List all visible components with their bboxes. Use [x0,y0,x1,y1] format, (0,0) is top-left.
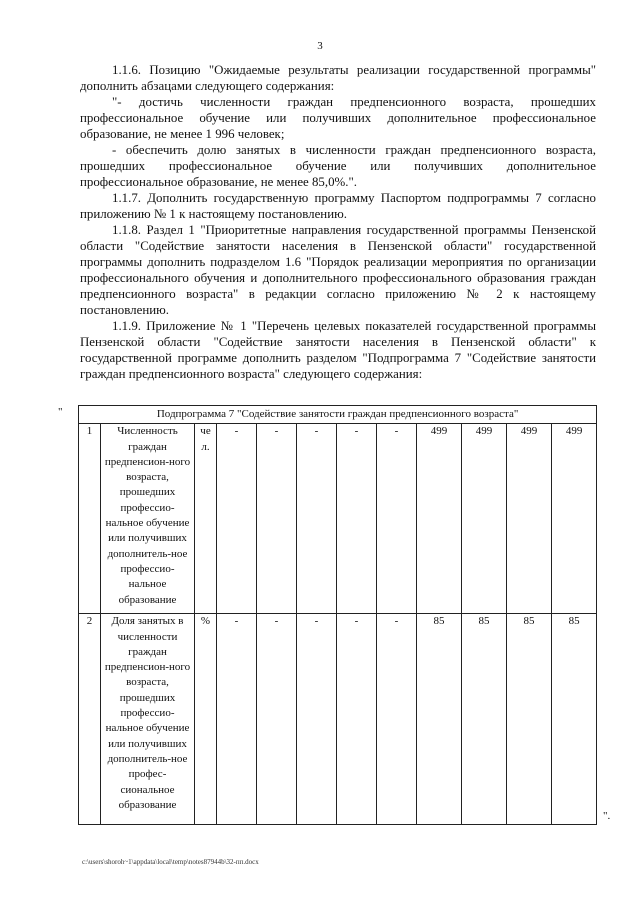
value-cell: 85 [417,614,462,825]
value-cell: - [297,424,337,614]
value-cell: - [297,614,337,825]
value-cell: 85 [552,614,597,825]
value-cell: 499 [507,424,552,614]
paragraph-1-1-8: 1.1.8. Раздел 1 "Приоритетные направления государственной программы Пензенской области "Содействие занятости населения в Пензенской области" государственной программы дополнить подразделом 1.6 "Порядок реализации мероприятия по организации профессионального обучения и дополнительного профессионального образования граждан предпенсионного возраста" в редакции согласно приложению № 2 к настоящему постановлению. [80,223,596,317]
quote-open-mark: " [58,406,63,418]
value-cell: - [257,424,297,614]
value-cell: - [377,424,417,614]
table-row [79,424,597,614]
paragraph-1-1-6: 1.1.6. Позицию "Ожидаемые результаты реализации государственной программы" дополнить абзацами следующего содержания: [80,63,596,93]
value-cell: 499 [417,424,462,614]
value-cell: - [257,614,297,825]
value-cell: 85 [507,614,552,825]
value-cell: - [217,424,257,614]
table-row [79,614,597,825]
table-header-row [79,406,597,424]
paragraph-quote-1: "- достичь численности граждан предпенсионного возраста, прошедших профессиональное обучение или получивших дополнительное профессиональное образование, не менее 1 996 человек; [80,95,596,141]
indicator-name: Численность граждан предпенсион-ного возраста, прошедших профессио-нальное обучение или получивших дополнитель-ное профессио-нальное образование [101,424,195,614]
value-cell: 85 [462,614,507,825]
value-cell: - [337,424,377,614]
paragraph-quote-2: - обеспечить долю занятых в численности граждан предпенсионного возраста, прошедших профессиональное обучение или получивших дополнительное профессиональное образование, не менее 85,0%.". [80,143,596,189]
unit-cell: чел. [195,424,217,614]
unit-cell: % [195,614,217,825]
row-number: 1 [79,424,101,614]
value-cell: - [217,614,257,825]
file-path-footer: c:\users\shoroh~1\appdata\local\temp\notes87944b\32-пп.docx [82,858,259,866]
value-cell: - [337,614,377,825]
paragraph-1-1-7: 1.1.7. Дополнить государственную программу Паспортом подпрограммы 7 согласно приложению № 1 к настоящему постановлению. [80,191,596,221]
paragraph-1-1-9: 1.1.9. Приложение № 1 "Перечень целевых показателей государственной программы Пензенской области "Содействие занятости населения в Пензенской области" к государственной программе дополнить разделом "Подпрограмма 7 "Содействие занятости граждан предпенсионного возраста" следующего содержания: [80,319,596,381]
indicators-table [78,405,597,825]
value-cell: 499 [552,424,597,614]
row-number: 2 [79,614,101,825]
quote-close-mark: ". [603,810,611,822]
page-number: 3 [317,40,323,52]
value-cell: 499 [462,424,507,614]
indicator-name: Доля занятых в численности граждан предпенсион-ного возраста, прошедших профессио-нальное обучение или получивших дополнитель-ное профес-сиональное образование [101,614,195,825]
value-cell: - [377,614,417,825]
document-body [80,62,596,382]
subprogram-header: Подпрограмма 7 "Содействие занятости граждан предпенсионного возраста" [79,406,597,424]
